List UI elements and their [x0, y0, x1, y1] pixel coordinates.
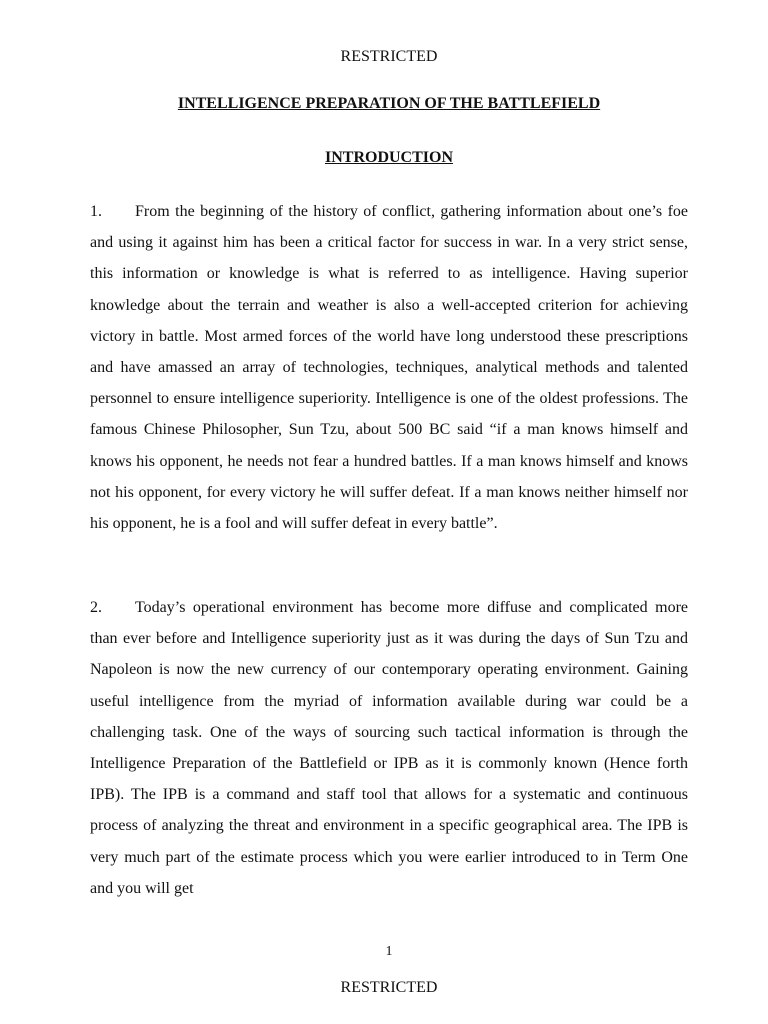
header-classification: RESTRICTED: [340, 48, 438, 65]
document-title: INTELLIGENCE PREPARATION OF THE BATTLEFIELD: [177, 95, 601, 112]
footer-classification: RESTRICTED: [340, 979, 438, 996]
page-number: 1: [385, 944, 393, 959]
section-heading: INTRODUCTION: [324, 149, 453, 166]
paragraph-number: 1.: [90, 203, 102, 220]
paragraph-1: [90, 196, 688, 539]
paragraph-text: From the beginning of the history of conflict, gathering information about one’s foe and using it against him has been a critical factor for success in war. In a very strict sense, this information or knowledge is what is referred to as intelligence. Having superior knowledge about the terrain and weather is also a well-accepted criterion for achieving victory in battle. Most armed forces of the world have long understood these prescriptions and have amassed an array of technologies, techniques, analytical methods and talented personnel to ensure intelligence superiority. Intelligence is one of the oldest professions. The famous Chinese Philosopher, Sun Tzu, about 500 BC said “if a man knows himself and knows his opponent, he needs not fear a hundred battles. If a man knows himself and knows not his opponent, for every victory he will suffer defeat. If a man knows neither himself nor his opponent, he is a fool and will suffer defeat in every battle”.: [90, 203, 688, 533]
paragraph-2: [90, 592, 688, 904]
paragraph-text: Today’s operational environment has become more diffuse and complicated more than ever before and Intelligence superiority just as it was during the days of Sun Tzu and Napoleon is now the new currency of our contemporary operating environment. Gaining useful intelligence from the myriad of information available during war could be a challenging task. One of the ways of sourcing such tactical information is through the Intelligence Preparation of the Battlefield or IPB as it is commonly known (Hence forth IPB). The IPB is a command and staff tool that allows for a systematic and continuous process of analyzing the threat and environment in a specific geographical area. The IPB is very much part of the estimate process which you were earlier introduced to in Term One and you will get: [90, 599, 688, 897]
paragraph-number: 2.: [90, 599, 102, 616]
